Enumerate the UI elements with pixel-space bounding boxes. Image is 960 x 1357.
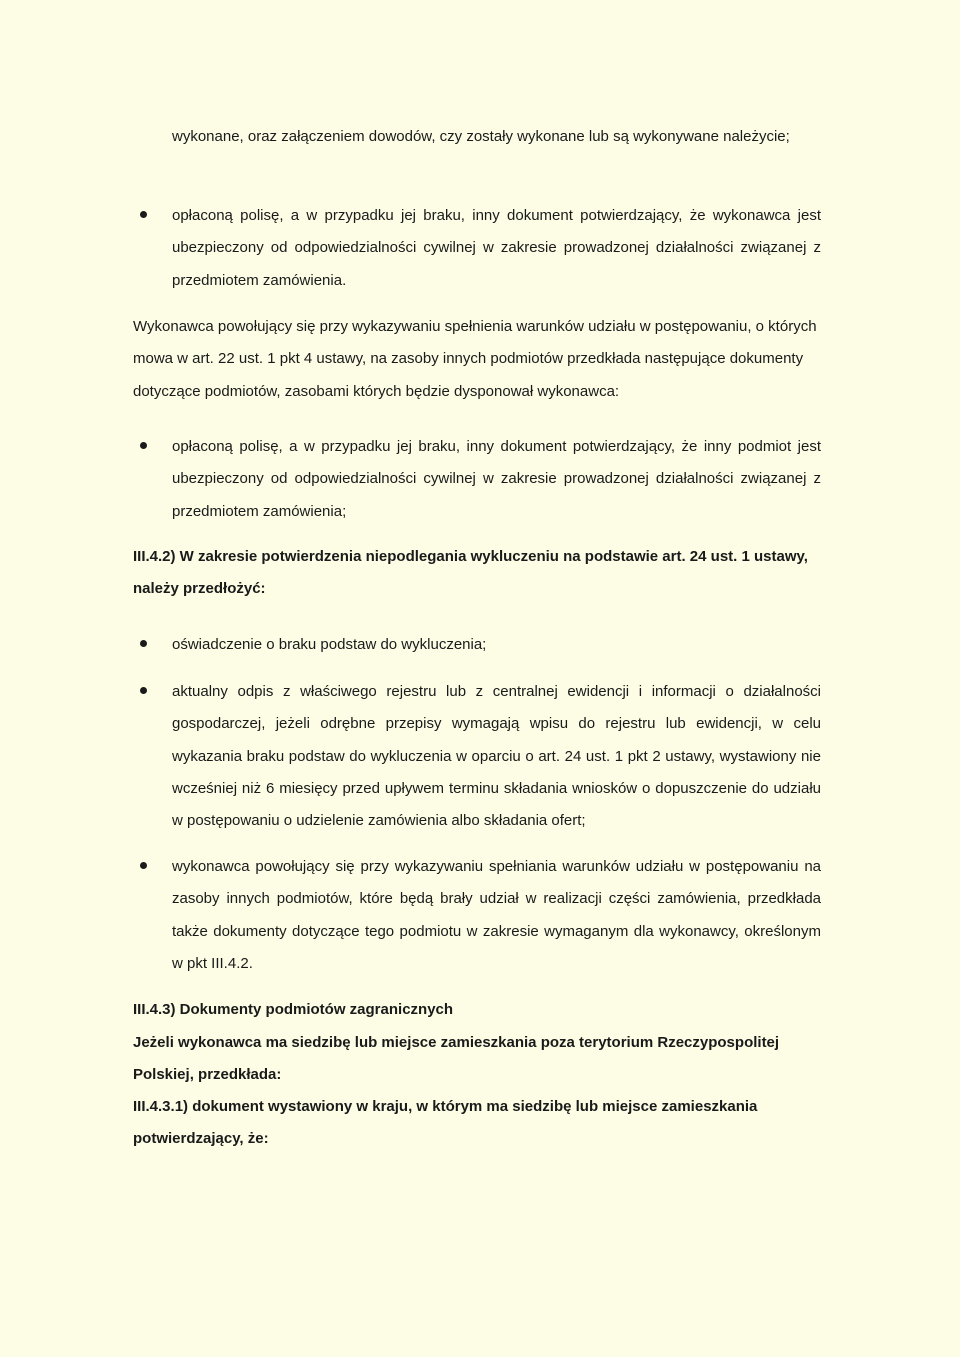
bullet-icon [140, 211, 147, 218]
list-item-text: wykonane, oraz załączeniem dowodów, czy zostały wykonane lub są wykonywane należycie; [172, 128, 790, 145]
list-item-no-exclusion-statement [140, 629, 827, 661]
list-item-text: oświadczenie o braku podstaw do wykluczenia; [172, 636, 487, 653]
list-item-contractor-resources [140, 851, 827, 980]
list-item-register-extract [140, 676, 827, 837]
bullet-icon [140, 442, 147, 449]
bullet-icon [140, 862, 147, 869]
section-heading-3-4-3: III.4.3) Dokumenty podmiotów zagranicznych [133, 1001, 454, 1018]
list-item-other-entity-policy [140, 431, 827, 528]
section-heading-3-4-3-1: III.4.3.1) dokument wystawiony w kraju, w którym ma siedzibę lub miejsce zamieszkania potwierdzający, że: [133, 1098, 758, 1148]
list-item-text: opłaconą polisę, a w przypadku jej braku, inny dokument potwierdzający, że inny podmiot jest ubezpieczony od odpowiedzialności cywilnej w zakresie prowadzonej działalności związanej z przedmiotem zamówienia; [172, 438, 821, 520]
list-item-text: aktualny odpis z właściwego rejestru lub z centralnej ewidencji i informacji o działalności gospodarczej, jeżeli odrębne przepisy wymagają wpisu do rejestru lub ewidencji, w celu wykazania braku podstaw do wykluczenia w oparciu o art. 24 ust. 1 pkt 2 ustawy, wystawiony nie wcześniej niż 6 miesięcy przed upływem terminu składania wniosków o dopuszczenie do udziału w postępowaniu o udzielenie zamówienia albo składania ofert; [172, 683, 821, 830]
section-heading-3-4-2: III.4.2) W zakresie potwierdzenia niepodlegania wykluczeniu na podstawie art. 24 ust. 1 ustawy, należy przedłożyć: [133, 548, 808, 598]
bullet-icon [140, 640, 147, 647]
bullet-icon [140, 687, 147, 694]
paragraph-resources: Wykonawca powołujący się przy wykazywaniu spełnienia warunków udziału w postępowaniu, o których mowa w art. 22 ust. 1 pkt 4 ustawy, na zasoby innych podmiotów przedkłada następujące dokumenty dotyczące podmiotów, zasobami których będzie dysponował wykonawca: [133, 318, 817, 400]
list-item-insurance-policy [140, 200, 827, 297]
paragraph-foreign-contractor: Jeżeli wykonawca ma siedzibę lub miejsce zamieszkania poza terytorium Rzeczypospolitej Polskiej, przedkłada: [133, 1034, 780, 1084]
list-item-text: opłaconą polisę, a w przypadku jej braku, inny dokument potwierdzający, że wykonawca jest ubezpieczony od odpowiedzialności cywilnej w zakresie prowadzonej działalności związanej z przedmiotem zamówienia. [172, 207, 821, 289]
list-item-text: wykonawca powołujący się przy wykazywaniu spełniania warunków udziału w postępowaniu na zasoby innych podmiotów, które będą brały udział w realizacji części zamówienia, przedkłada także dokumenty dotyczące tego podmiotu w zakresie wymaganym dla wykonawcy, określonym w pkt III.4.2. [172, 858, 821, 972]
list-item-continuation [140, 121, 827, 153]
